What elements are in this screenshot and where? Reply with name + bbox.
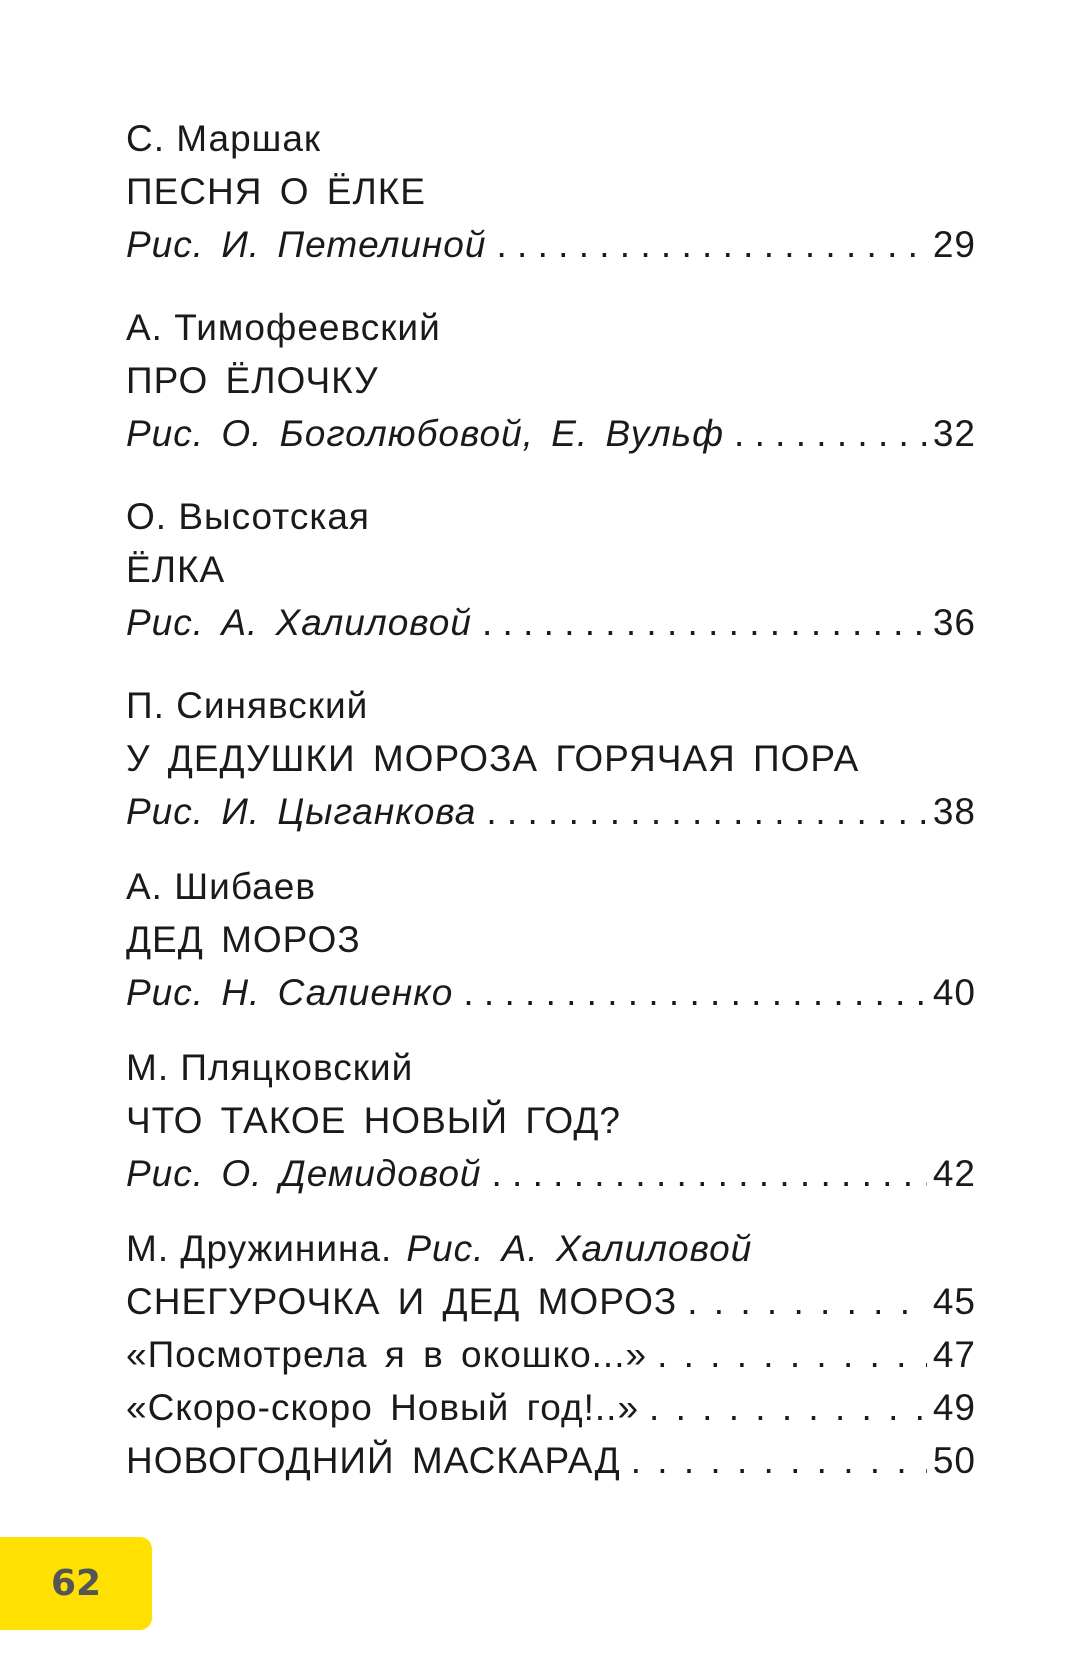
entry-page: 49 xyxy=(932,1387,976,1428)
entry-page: 32 xyxy=(932,413,976,454)
entry-page: 45 xyxy=(932,1281,976,1322)
toc-entry xyxy=(126,685,976,844)
toc-entry-group xyxy=(126,1228,976,1493)
entry-illustrator-row[interactable] xyxy=(126,1153,976,1206)
entry-illustrator-row[interactable] xyxy=(126,413,976,466)
entry-title: «Посмотрела я в окошко...» xyxy=(126,1334,648,1375)
entry-author: О. Высотская xyxy=(126,496,370,537)
entry-illustrator: Рис. И. Петелиной xyxy=(126,224,487,265)
dot-leader xyxy=(492,1153,927,1195)
entry-author-row xyxy=(126,1228,976,1281)
entry-page: 47 xyxy=(932,1334,976,1375)
entry-illustrator: Рис. А. Халиловой xyxy=(126,602,472,643)
dot-leader xyxy=(496,224,926,266)
dot-leader xyxy=(486,791,926,833)
page-number-badge xyxy=(0,1537,152,1630)
entry-title: СНЕГУРОЧКА И ДЕД МОРОЗ xyxy=(126,1281,678,1322)
entry-illustrator: Рис. И. Цыганкова xyxy=(126,791,477,832)
entry-item-row[interactable] xyxy=(126,1334,976,1387)
entry-author: А. Шибаев xyxy=(126,866,316,907)
entry-illustrator: Рис. А. Халиловой xyxy=(406,1228,753,1269)
toc-entry xyxy=(126,118,976,277)
dot-leader xyxy=(631,1440,927,1482)
entry-illustrator: Рис. О. Демидовой xyxy=(126,1153,482,1194)
toc-entry xyxy=(126,1047,976,1206)
toc-entry xyxy=(126,496,976,655)
entry-page: 40 xyxy=(932,972,976,1013)
entry-title[interactable]: ПЕСНЯ О ЁЛКЕ xyxy=(126,171,426,212)
entry-illustrator: Рис. Н. Салиенко xyxy=(126,972,454,1013)
entry-author: А. Тимофеевский xyxy=(126,307,441,348)
dot-leader xyxy=(687,1281,927,1323)
entry-title: НОВОГОДНИЙ МАСКАРАД xyxy=(126,1440,621,1481)
entry-title[interactable]: ЧТО ТАКОЕ НОВЫЙ ГОД? xyxy=(126,1100,621,1141)
entry-illustrator-row[interactable] xyxy=(126,602,976,655)
toc-entry xyxy=(126,866,976,1025)
entry-illustrator-row[interactable] xyxy=(126,791,976,844)
entry-item-row[interactable] xyxy=(126,1387,976,1440)
dot-leader xyxy=(463,972,927,1014)
table-of-contents xyxy=(126,118,976,1493)
dot-leader xyxy=(649,1387,927,1429)
entry-author: М. Пляцковский xyxy=(126,1047,414,1088)
entry-title: «Скоро-скоро Новый год!..» xyxy=(126,1387,640,1428)
entry-illustrator-row[interactable] xyxy=(126,224,976,277)
entry-item-row[interactable] xyxy=(126,1281,976,1334)
entry-item-row[interactable] xyxy=(126,1440,976,1493)
entry-page: 29 xyxy=(932,224,976,265)
entry-author: М. Дружинина. xyxy=(126,1228,393,1269)
dot-leader xyxy=(734,413,927,455)
entry-title[interactable]: ДЕД МОРОЗ xyxy=(126,919,361,960)
entry-page: 38 xyxy=(932,791,976,832)
entry-illustrator: Рис. О. Боголюбовой, Е. Вульф xyxy=(126,413,725,454)
entry-illustrator-row[interactable] xyxy=(126,972,976,1025)
page-number: 62 xyxy=(50,1563,102,1604)
entry-title[interactable]: ПРО ЁЛОЧКУ xyxy=(126,360,379,401)
entry-page: 50 xyxy=(932,1440,976,1481)
dot-leader xyxy=(482,602,927,644)
entry-author: С. Маршак xyxy=(126,118,322,159)
entry-page: 42 xyxy=(932,1153,976,1194)
entry-title[interactable]: У ДЕДУШКИ МОРОЗА ГОРЯЧАЯ ПОРА xyxy=(126,738,860,779)
entry-page: 36 xyxy=(932,602,976,643)
dot-leader xyxy=(657,1334,927,1376)
entry-title[interactable]: ЁЛКА xyxy=(126,549,226,590)
toc-entry xyxy=(126,307,976,466)
entry-author: П. Синявский xyxy=(126,685,369,726)
